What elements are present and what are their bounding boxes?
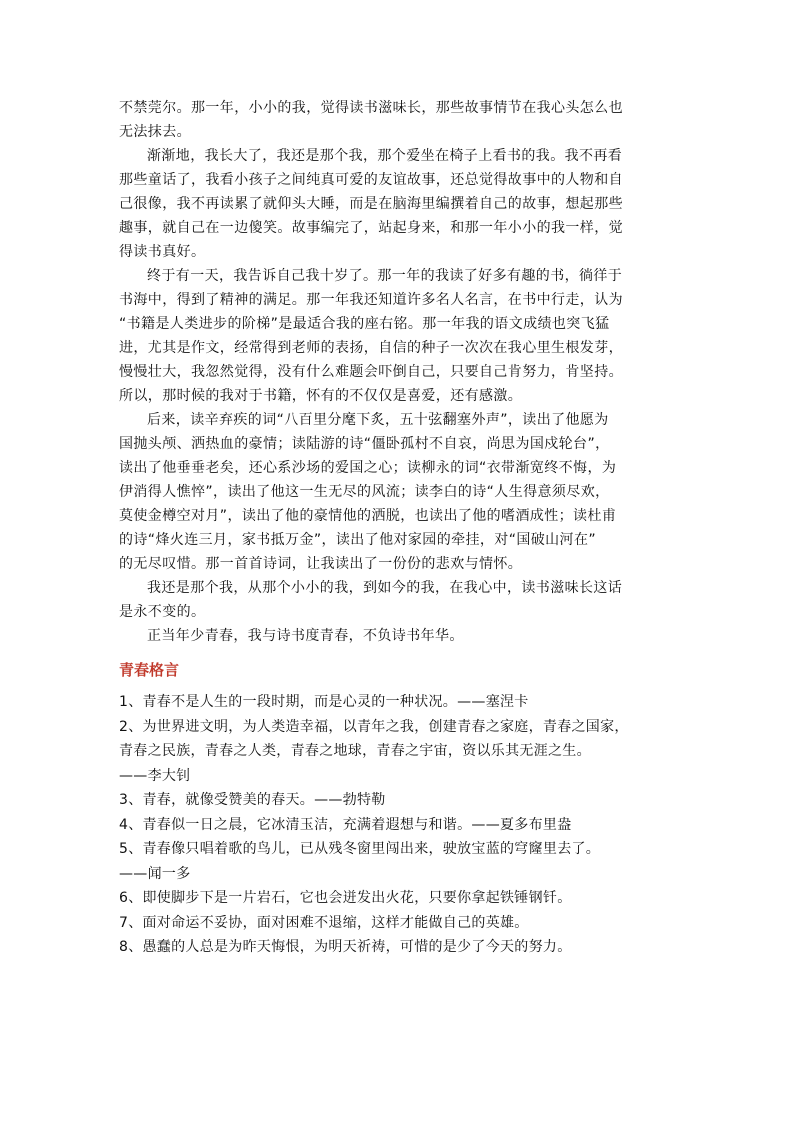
quote-line: 7、面对命运不妥协，面对困难不退缩，这样才能做自己的英雄。 <box>119 914 529 931</box>
essay-line: 书海中，得到了精神的满足。那一年我还知道许多名人名言，在书中行走，认为 <box>119 292 623 308</box>
quote-line: 青春之民族，青春之人类，青春之地球，青春之宇宙，资以乐其无涯之生。 <box>119 743 591 759</box>
essay-line: 的无尽叹惜。那一首首诗词，让我读出了一份份的悲欢与情怀。 <box>119 556 523 572</box>
essay-line: 所以，那时候的我对于书籍，怀有的不仅仅是喜爱，还有感激。 <box>119 388 523 404</box>
essay-line: 终于有一天，我告诉自己我十岁了。那一年的我读了好多有趣的书，徜徉于 <box>147 268 623 284</box>
essay-line: 无法抹去。 <box>119 124 191 140</box>
quote-line: 2、为世界进文明，为人类造幸福，以青年之我，创建青春之家庭，青春之国家， <box>119 718 629 735</box>
quote-list <box>119 690 685 960</box>
quote-line: 3、青春，就像受赞美的春天。——勃特勒 <box>119 792 386 808</box>
essay-line: 是永不变的。 <box>119 604 206 620</box>
essay-line: 莫使金樽空对月”，读出了他的豪情他的洒脱，也读出了他的嗜酒成性；读杜甫 <box>119 508 617 524</box>
essay-line: 进，尤其是作文，经常得到老师的表扬，自信的种子一次次在我心里生根发芽， <box>119 340 623 356</box>
essay-line: 后来，读辛弃疾的词“八百里分麾下炙，五十弦翻塞外声”，读出了他愿为 <box>147 412 609 428</box>
section-heading: 青春格言 <box>119 661 180 679</box>
essay-line: 得读书真好。 <box>119 244 206 260</box>
essay-line: 国抛头颅、洒热血的豪情；读陆游的诗“僵卧孤村不自哀，尚思为国戍轮台”， <box>119 436 610 452</box>
essay-line: “书籍是人类进步的阶梯”是最适合我的座右铭。那一年我的语文成绩也突飞猛 <box>119 316 610 332</box>
essay-line: 我还是那个我，从那个小小的我，到如今的我，在我心中，读书滋味长这话 <box>147 580 623 596</box>
essay-line: 读出了他垂垂老矣，还心系沙场的爱国之心；读柳永的词“衣带渐宽终不悔，为 <box>119 460 617 476</box>
essay-line: 的诗“烽火连三月，家书抵万金”，读出了他对家园的牵挂，对“国破山河在” <box>119 532 597 548</box>
quote-line: 4、青春似一日之晨，它冰清玉洁，充满着遐想与和谐。——夏多布里盎 <box>119 816 572 833</box>
quote-line: 6、即使脚步下是一片岩石，它也会迸发出火花，只要你拿起铁锤钢钎。 <box>119 890 572 906</box>
essay-line: 正当年少青春，我与诗书度青春，不负诗书年华。 <box>147 628 464 644</box>
quote-line: 8、愚蠢的人总是为昨天悔恨，为明天祈祷，可惜的是少了今天的努力。 <box>119 939 572 955</box>
essay-line: 渐渐地，我长大了，我还是那个我，那个爱坐在椅子上看书的我。我不再看 <box>147 148 623 164</box>
essay-body <box>119 96 685 648</box>
essay-line: 慢慢壮大，我忽然觉得，没有什么难题会吓倒自己，只要自己肯努力，肯坚持。 <box>119 364 623 380</box>
quote-line: ——闻一多 <box>119 865 191 882</box>
essay-line: 那些童话了，我看小孩子之间纯真可爱的友谊故事，还总觉得故事中的人物和自 <box>119 172 623 188</box>
quote-line: 5、青春像只唱着歌的鸟儿，已从残冬窗里闯出来，驶放宝蓝的穹窿里去了。 <box>119 841 601 857</box>
essay-line: 趣事，就自己在一边傻笑。故事编完了，站起身来，和那一年小小的我一样，觉 <box>119 220 623 236</box>
essay-line: 不禁莞尔。那一年，小小的我，觉得读书滋味长，那些故事情节在我心头怎么也 <box>119 100 623 116</box>
essay-line: 伊消得人憔悴”，读出了他这一生无尽的风流；读李白的诗“人生得意须尽欢， <box>119 484 610 500</box>
quote-line: 1、青春不是人生的一段时期，而是心灵的一种状况。——塞涅卡 <box>119 694 529 710</box>
essay-line: 己很像，我不再读累了就仰头大睡，而是在脑海里编撰着自己的故事，想起那些 <box>119 196 623 212</box>
quote-line: ——李大钊 <box>119 767 191 784</box>
document-page <box>119 96 685 960</box>
